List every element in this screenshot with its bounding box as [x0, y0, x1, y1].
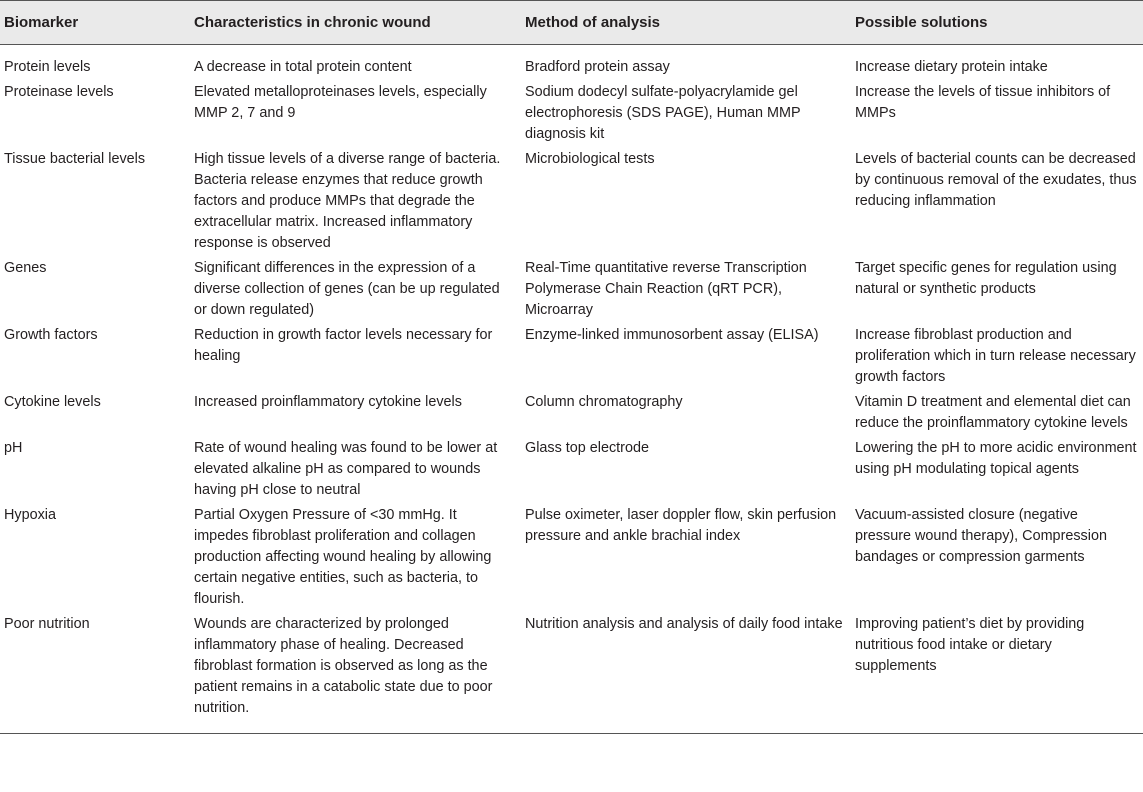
cell-method: Bradford protein assay [525, 59, 670, 75]
cell-solutions: Lowering the pH to more acidic environment using pH modulating topical agents [855, 440, 1137, 477]
cell-characteristics: High tissue levels of a diverse range of bacteria. Bacteria release enzymes that reduce growth factors and produce MMPs that degrade the extracellular matrix. Increased inflammatory response is observed [194, 151, 501, 251]
cell-solutions: Vitamin D treatment and elemental diet can reduce the proinflammatory cytokine levels [855, 394, 1131, 431]
table-row [0, 612, 1143, 734]
header-characteristics: Characteristics in chronic wound [190, 1, 521, 45]
table-row [0, 390, 1143, 436]
cell-biomarker: Tissue bacterial levels [4, 151, 146, 167]
cell-solutions: Increase fibroblast production and proliferation which in turn release necessary growth factors [855, 327, 1136, 385]
cell-biomarker: Poor nutrition [0, 612, 190, 734]
cell-method: Glass top electrode [525, 440, 649, 456]
cell-method: Nutrition analysis and analysis of daily food intake [521, 612, 851, 734]
cell-biomarker: pH [4, 440, 23, 456]
table-row [0, 503, 1143, 612]
table-header [0, 1, 1143, 45]
cell-characteristics: Increased proinflammatory cytokine levels [194, 394, 462, 410]
table-row [0, 256, 1143, 323]
cell-biomarker: Protein levels [4, 59, 91, 75]
cell-solutions: Levels of bacterial counts can be decreased by continuous removal of the exudates, thus reducing inflammation [855, 151, 1137, 209]
cell-characteristics: Reduction in growth factor levels necessary for healing [194, 327, 493, 364]
cell-characteristics: A decrease in total protein content [194, 59, 412, 75]
header-row [0, 1, 1143, 45]
table-row [0, 436, 1143, 503]
table-body [0, 45, 1143, 734]
cell-method: Microbiological tests [525, 151, 655, 167]
cell-biomarker: Hypoxia [4, 507, 56, 523]
cell-characteristics: Significant differences in the expression of a diverse collection of genes (can be up regulated or down regulated) [194, 260, 500, 318]
cell-solutions: Increase the levels of tissue inhibitors of MMPs [855, 84, 1111, 121]
header-solutions: Possible solutions [851, 1, 1143, 45]
cell-method: Enzyme-linked immunosorbent assay (ELISA) [525, 327, 819, 343]
cell-characteristics: Partial Oxygen Pressure of <30 mmHg. It impedes fibroblast proliferation and collagen production affecting wound healing by allowing certain negative entities, such as bacteria, to flourish. [194, 507, 492, 607]
cell-solutions: Vacuum-assisted closure (negative pressure wound therapy), Compression bandages or compression garments [855, 507, 1107, 565]
table-row [0, 80, 1143, 147]
cell-solutions: Improving patient’s diet by providing nutritious food intake or dietary supplements [851, 612, 1143, 734]
cell-biomarker: Cytokine levels [4, 394, 101, 410]
table-row [0, 323, 1143, 390]
table-row [0, 147, 1143, 256]
cell-solutions: Increase dietary protein intake [855, 59, 1048, 75]
cell-characteristics: Rate of wound healing was found to be lower at elevated alkaline pH as compared to wounds having pH close to neutral [194, 440, 498, 498]
cell-solutions: Target specific genes for regulation using natural or synthetic products [855, 260, 1117, 297]
table-row [0, 45, 1143, 81]
cell-method: Column chromatography [525, 394, 683, 410]
cell-biomarker: Proteinase levels [4, 84, 114, 100]
cell-biomarker: Growth factors [4, 327, 98, 343]
cell-biomarker: Genes [4, 260, 47, 276]
cell-method: Real-Time quantitative reverse Transcription Polymerase Chain Reaction (qRT PCR), Microarray [525, 260, 807, 318]
cell-method: Pulse oximeter, laser doppler flow, skin perfusion pressure and ankle brachial index [525, 507, 837, 544]
header-biomarker: Biomarker [0, 1, 190, 45]
cell-method: Sodium dodecyl sulfate-polyacrylamide gel electrophoresis (SDS PAGE), Human MMP diagnosis kit [525, 84, 801, 142]
header-method: Method of analysis [521, 1, 851, 45]
cell-characteristics: Wounds are characterized by prolonged inflammatory phase of healing. Decreased fibroblast formation is observed as long as the patient remains in a catabolic state due to poor nutrition. [190, 612, 521, 734]
cell-characteristics: Elevated metalloproteinases levels, especially MMP 2, 7 and 9 [194, 84, 487, 121]
